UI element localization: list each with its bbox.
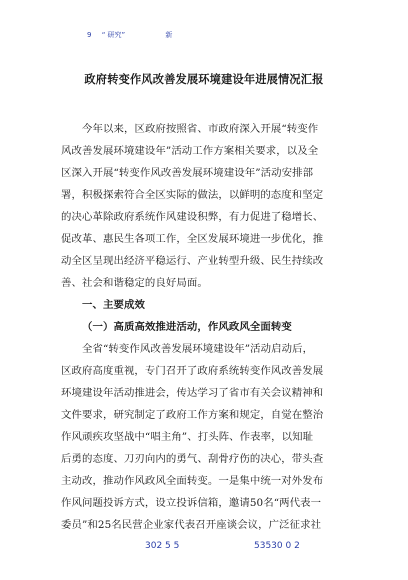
body-line: 委员”和25名民营企业家代表召开座谈会议，广泛征求社: [61, 519, 322, 531]
body-line: 主动改，推动作风政风全面转变。一是集中统一对外发布: [61, 475, 324, 487]
intro-line: 署，积极探索符合全区实际的做法，以鲜明的态度和坚定: [61, 189, 324, 201]
footer-right-text: 53530 0 2: [254, 541, 300, 551]
body-line: 作风顽疾攻坚战中“唱主角”、打头阵、作表率，以知耻: [61, 431, 314, 443]
footer-left-text: 302 5 5: [145, 541, 180, 551]
body-line: 环境建设年活动推进会，传达学习了省市有关会议精神和: [61, 387, 324, 399]
intro-line: 促改革、惠民生各项工作，全区发展环境进一步优化，推: [61, 233, 324, 245]
intro-line: 区深入开展“转变作风改善发展环境建设年”活动安排部: [61, 167, 314, 179]
header-left-text: 9: [87, 31, 92, 39]
header-mid-text: “ 研究”: [101, 31, 126, 39]
body-line: 作风问题投诉方式，设立投诉信箱，邀请50名“两代表一: [61, 497, 322, 509]
intro-line: 善、社会和谐稳定的良好局面。: [61, 277, 208, 289]
header-right-text: 新: [165, 31, 173, 39]
intro-line: 风改善发展环境建设年”活动工作方案相关要求，以及全: [61, 145, 319, 157]
body-line: 文件要求，研究制定了政府工作方案和规定，自觉在整治: [61, 409, 324, 421]
body-line: 区政府高度重视，专门召开了政府系统转变作风改善发展: [61, 365, 324, 377]
document-title: 政府转变作风改善发展环境建设年进展情况汇报: [84, 72, 324, 86]
subsection-heading: （一）高质高效推进活动，作风政风全面转变: [82, 321, 292, 333]
body-line: 全省“转变作风改善发展环境建设年”活动启动后，: [82, 343, 314, 355]
intro-line: 动全区呈现出经济平稳运行、产业转型升级、民生持续改: [61, 255, 324, 267]
intro-line: 的决心革除政府系统作风建设积弊，有力促进了稳增长、: [61, 211, 324, 223]
intro-line: 今年以来，区政府按照省、市政府深入开展“转变作: [82, 123, 319, 135]
page-header: [87, 30, 172, 40]
body-line: 后勇的态度、刀刃向内的勇气、刮骨疗伤的决心，带头查: [61, 453, 324, 465]
section-heading: 一、主要成效: [82, 299, 145, 311]
